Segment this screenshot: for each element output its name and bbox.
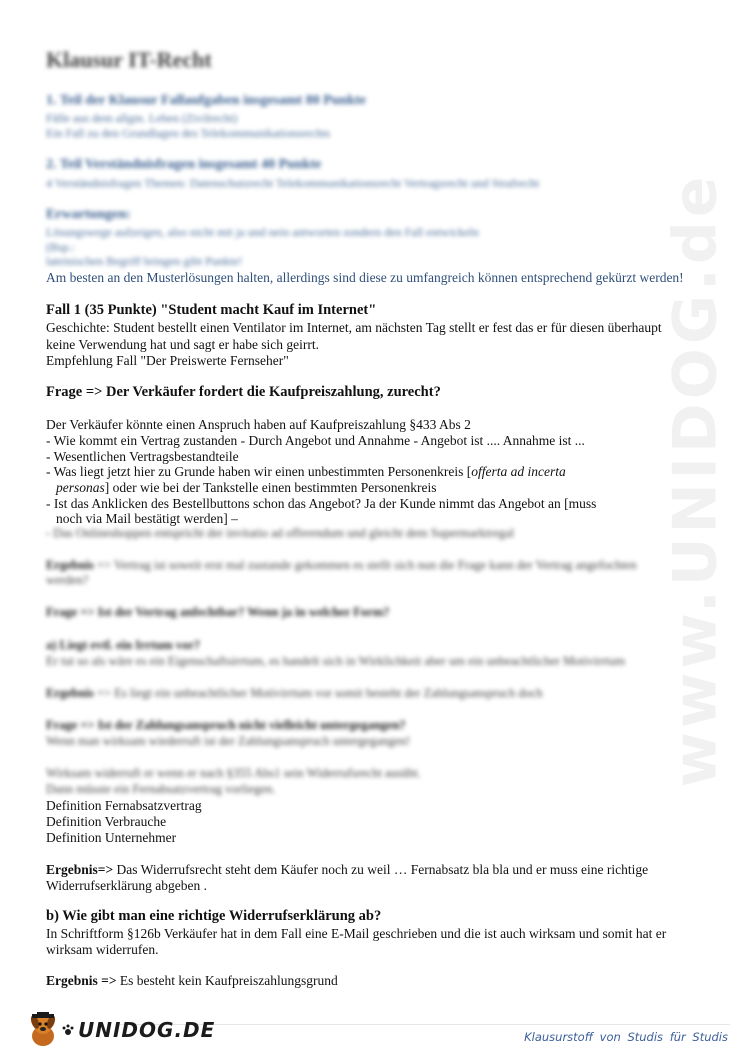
fall1-story-line2: keine Verwendung hat und sagt er habe sich geirrt. [46,337,320,352]
part1-line2: Ein Fall zu den Grundlagen des Telekommunikationsrechts [46,126,331,140]
fall1-heading: Fall 1 (35 Punkte) "Student macht Kauf im Internet" [46,302,377,318]
definition-unternehmer: Definition Unternehmer [46,830,177,845]
bullet-order-button: - Ist das Anklicken des Bestellbuttons schon das Angebot? Ja der Kunde nimmt das Angebot an [muss [46,496,597,511]
bullet-personenkreis-cont: personas] oder wie bei der Tankstelle einen bestimmten Personenkreis [56,480,437,495]
expectations-line2: (Bsp.: [46,240,76,254]
expectations-line4: Am besten an den Musterlösungen halten, allerdings sind diese zu umfangreich können entsprechend gekürzt werden! [46,270,684,285]
watermark: www.UNIDOG.de [660,172,730,788]
revocation-line1: Wirksam widerruft er wenn er nach §355 Abs1 sein Widerrufsrecht ausübt. [46,766,421,780]
bullet-essentials: - Wesentlichen Vertragsbestandteile [46,449,239,464]
revocation-line2: Dann müsste ein Fernabsatzvertrag vorliegen. [46,782,276,796]
subquestion-a: a) Liegt evtl. ein Irrtum vor? [46,638,201,652]
paw-icon [62,1024,74,1036]
fall1-story-line1: Geschichte: Student bestellt einen Ventilator im Internet, am nächsten Tag stellt er fest das er für diesen überhaupt [46,320,662,335]
dog-mascot-icon [26,1012,60,1048]
subquestion-b: b) Wie gibt man eine richtige Widerrufserklärung ab? [46,908,382,924]
definition-verbraucher: Definition Verbrauche [46,814,167,829]
result3: Ergebnis=> Das Widerrufsrecht steht dem Käufer noch zu weil … Fernabsatz bla bla und er muss eine richtige [46,862,649,877]
bullet-personenkreis: - Was liegt jetzt hier zu Grunde haben wir einen unbestimmten Personenkreis [offerta ad incerta [46,464,566,479]
expectations-line3: lateinischen Begriff bringen gibt Punkte! [46,254,243,268]
definition-fernabsatz: Definition Fernabsatzvertrag [46,798,202,813]
claim-line: Der Verkäufer könnte einen Anspruch haben auf Kaufpreiszahlung §433 Abs 2 [46,417,471,432]
part2-heading: 2. Teil Verständnisfragen insgesamt 40 Punkte [46,157,322,172]
document-title: Klausur IT-Recht [46,47,212,72]
expectations-heading: Erwartungen: [46,207,131,222]
result3-cont: Widerrufserklärung abgeben . [46,878,208,893]
subquestion-b-text1: In Schriftform §126b Verkäufer hat in dem Fall eine E-Mail geschrieben und die ist auch wirksam und somit hat er [46,926,667,941]
question2: Frage => Ist der Vertrag anfechtbar? Wenn ja in welcher Form? [46,605,390,619]
fall1-recommendation: Empfehlung Fall "Der Preiswerte Fernseher" [46,353,289,368]
bullet-contract: - Wie kommt ein Vertrag zustanden - Durch Angebot und Annahme - Angebot ist .... Annahme ist ... [46,433,585,448]
unidog-logo [26,1012,215,1048]
result1: Ergebnis => Vertrag ist soweit erst mal zustande gekommen es stellt sich nun die Frage kann der Vertrag angefochten [46,558,637,572]
part1-heading: 1. Teil der Klausur Fallaufgaben insgesamt 80 Punkte [46,93,366,108]
subquestion-b-text2: wirksam widerrufen. [46,942,159,957]
logo-text: UNIDOG.DE [78,1018,216,1042]
footer-tagline: Klausurstoff von Studis für Studis [524,1030,728,1044]
question3: Frage => Ist der Zahlungsanspruch nicht vielleicht untergegangen? [46,718,406,732]
question3-text: Wenn man wirksam wiederruft ist der Zahlungsanspruch untergegangen! [46,734,411,748]
part2-line1: 4 Verständnisfragen Themen: Datenschutzrecht Telekommunikationsrecht Vertragsrecht und Strafrecht [46,176,540,190]
bullet-online-shopping: - Das Onlineshoppen entspricht der invitatio ad offerendum und gleicht dem Supermarktregal [46,526,515,540]
result1-cont: werden? [46,573,89,587]
part1-line1: Fälle aus dem allgm. Leben (Zivilrecht) [46,111,238,125]
subquestion-a-text: Er tut so als wäre es ein Eigenschaftsirrtum, es handelt sich in Wirklichkeit aber um ein unbeachtlicher Motivirrtum [46,654,625,668]
result4: Ergebnis => Es besteht kein Kaufpreiszahlungsgrund [46,973,338,988]
result2: Ergebnis => Es liegt ein unbeachtlicher Motivirrtum vor somit besteht der Zahlungsanspruch doch [46,686,543,700]
expectations-line1: Lösungswege aufzeigen, also nicht mit ja und nein antworten sondern den Fall entwickeln [46,225,479,239]
question1: Frage => Der Verkäufer fordert die Kaufpreiszahlung, zurecht? [46,384,441,400]
bullet-order-button-cont: noch via Mail bestätigt werden] – [56,511,238,526]
